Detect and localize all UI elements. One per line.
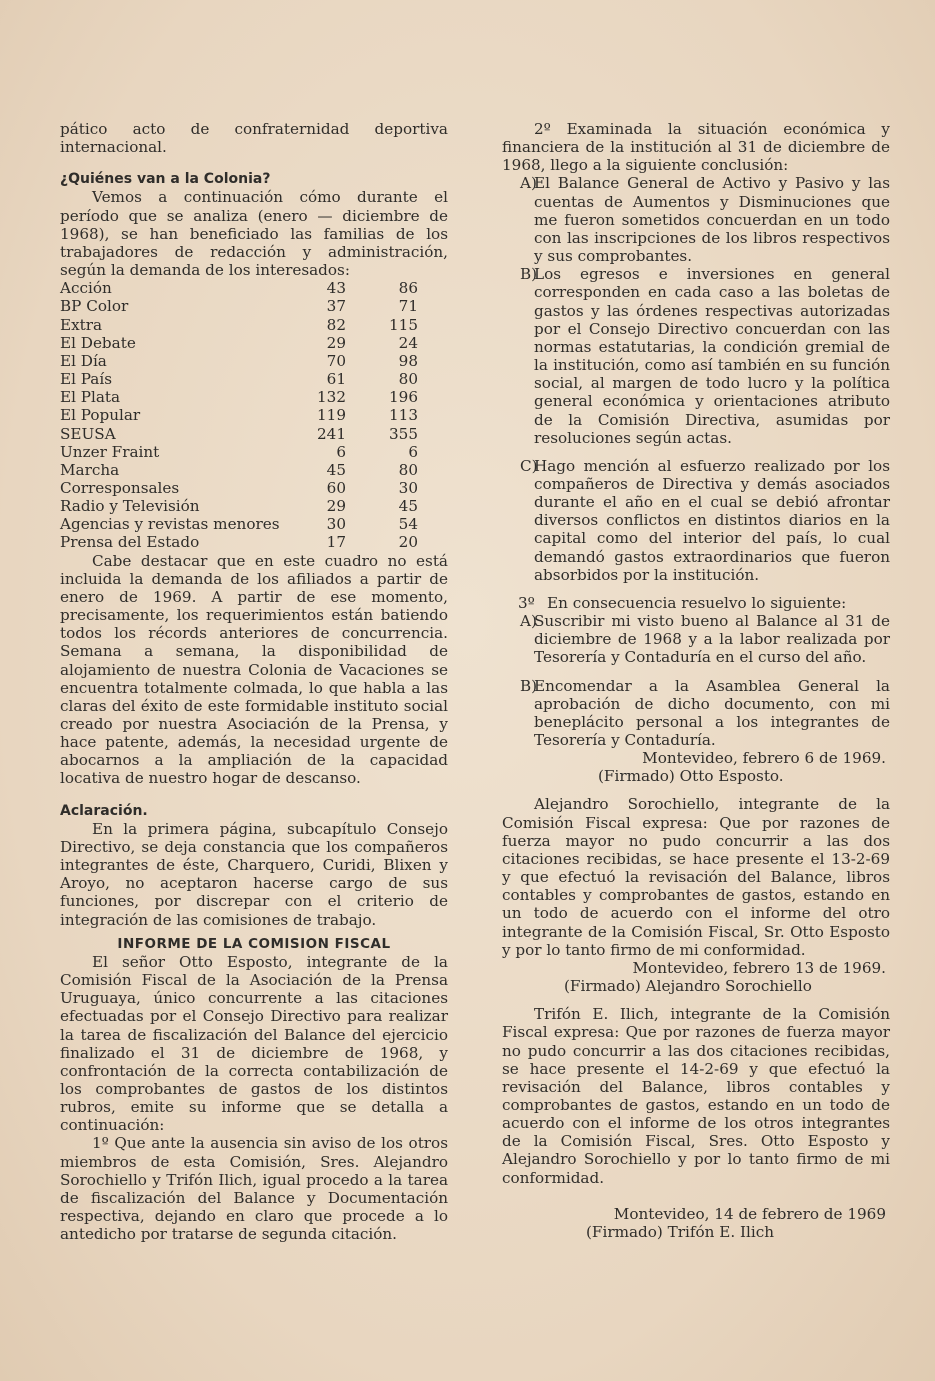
table-row [60,388,420,406]
spacer [502,447,890,457]
item-label: B) [520,676,538,695]
publication-name: SEUSA [60,424,116,443]
publication-name: BP Color [60,297,129,316]
publication-name: Extra [60,315,103,334]
value-col-2: 98 [398,351,418,370]
publication-name: Radio y Televisión [60,497,200,516]
item-3a [502,612,890,666]
demand-table [60,279,420,551]
value-col-1: 132 [317,388,346,407]
value-col-2: 71 [398,297,418,316]
item-text: El Balance General de Activo y Pasivo y las cuentas de Aumentos y Disminuciones que me fueron sometidos concuerdan en un todo con las inscripciones de los libros respectivos y sus comprobantes. [534,174,890,266]
publication-name: El País [60,370,113,389]
value-col-1: 45 [326,460,346,479]
table-row [60,370,420,388]
table-row [60,334,420,352]
publication-name: Unzer Fraint [60,442,160,461]
colonia-heading: ¿Quiénes van a la Colonia? [60,171,271,188]
intro-paragraph: pático acto de confraternidad deportiva internacional. [60,120,448,157]
signature-name: (Firmado) Otto Esposto. [598,767,784,786]
publication-name: El Día [60,351,107,370]
table-row [60,479,420,497]
table-row [60,461,420,479]
publication-name: El Plata [60,388,121,407]
informe-paragraph: El señor Otto Esposto, integrante de la Comisión Fiscal de la Asociación de la Prensa Uruguaya, único concurrente a las citaciones efectuadas por el Consejo Directivo para realizar la tarea de fiscalización del Balance del ejercicio finalizado el 31 de diciembre de 1968, y confrontación de la correcta contabilización de los comprobantes de gastos de los distintos rubros, emite su informe que se detalla a continuación: [60,952,448,1135]
spacer [502,995,890,1005]
colonia-paragraph: Vemos a continuación cómo durante el período que se analiza (enero — diciembre de 1968), se han beneficiado las familias de los trabajadores de redacción y administración, según la demanda de los interesados: [60,188,448,280]
value-col-1: 29 [326,333,346,352]
value-col-1: 37 [326,297,346,316]
tercero-line [502,594,890,612]
spacer [502,1187,890,1205]
right-column [502,120,890,1241]
spacer [502,584,890,594]
signature-date: Montevideo, febrero 13 de 1969. [632,958,886,977]
table-row [60,352,420,370]
spacer [502,667,890,677]
publication-name: Corresponsales [60,478,180,497]
informe-heading: INFORME DE LA COMISION FISCAL [117,935,391,952]
item-text: Encomendar a la Asamblea General la aprobación de dicho documento, con mi beneplácito personal a los integrantes de Tesorería y Contaduría. [534,676,890,749]
ilich-paragraph: Trifón E. Ilich, integrante de la Comisión Fiscal expresa: Que por razones de fuerza mayor no pudo concurrir a las dos citaciones recibidas, se hace presente el 14-2-69 y que efectuó la revisación del Balance, libros contables y comprobantes de gastos, estando en un todo de acuerdo con el informe de los otros integrantes de la Comisión Fiscal, Sres. Otto Esposto y Alejandro Sorochiello y por lo tanto firmo de mi conformidad. [502,1005,890,1187]
value-col-1: 241 [317,424,346,443]
value-col-1: 60 [326,478,346,497]
item-2b [502,265,890,447]
value-col-2: 20 [398,533,418,552]
item-label: 3º [518,593,535,612]
value-col-2: 30 [398,478,418,497]
table-row [60,533,420,551]
value-col-2: 80 [398,370,418,389]
cabe-paragraph: Cabe destacar que en este cuadro no está incluida la demanda de los afiliados a partir de enero de 1969. A partir de ese momento, precisamente, los requerimientos están batiendo todos los récords anteriores de concurrencia. Semana a semana, la disponibilidad de alojamiento de nuestra Colonia de Vacaciones se encuentra totalmente colmada, lo que habla a las claras del éxito de este formidable instituto social creado por nuestra Asociación de la Prensa, y hace patente, además, la necesidad urgente de abocarnos a la ampliación de la capacidad locativa de nuestro hogar de descanso. [60,551,448,788]
item-text: En consecuencia resuelvo lo siguiente: [547,593,847,612]
aclaracion-heading: Aclaración. [60,802,148,819]
value-col-1: 61 [326,370,346,389]
publication-name: El Debate [60,333,136,352]
value-col-2: 196 [389,388,418,407]
table-row [60,425,420,443]
primero-paragraph: 1º Que ante la ausencia sin aviso de los otros miembros de esta Comisión, Sres. Alejandro Sorochiello y Trifón Ilich, igual procedo a la tarea de fiscalización del Balance y Documentación respectiva, dejando en claro que procede a lo antedicho por tratarse de segunda citación. [60,1134,448,1244]
publication-name: Marcha [60,460,120,479]
sorochiello-paragraph: Alejandro Sorochiello, integrante de la Comisión Fiscal expresa: Que por razones de fuerza mayor no pudo concurrir a las dos citaciones recibidas, se hace presente el 13-2-69 y que efectuó la revisación del Balance, libros contables y comprobantes de gastos, estando en un todo de acuerdo con el informe del otro integrante de la Comisión Fiscal, Sr. Otto Esposto y por lo tanto firmo de mi conformidad. [502,795,890,959]
value-col-2: 54 [398,515,418,534]
value-col-2: 355 [389,424,418,443]
value-col-2: 115 [389,315,418,334]
signature-date: Montevideo, 14 de febrero de 1969 [613,1204,886,1223]
value-col-2: 6 [408,442,418,461]
item-label: B) [520,265,538,284]
table-row [60,515,420,533]
table-row [60,443,420,461]
signature-date: Montevideo, febrero 6 de 1969. [642,749,886,768]
item-text: Suscribir mi visto bueno al Balance al 31 de diciembre de 1968 y a la labor realizada por Tesorería y Contaduría en el curso del año. [534,612,890,667]
value-col-1: 29 [326,497,346,516]
table-row [60,406,420,424]
item-text: Los egresos e inversiones en general corresponden en cada caso a las boletas de gastos y las órdenes respectivas autorizadas por el Consejo Directivo concuerdan con las normas estatutarias, la condición gremial de la institución, como así también en su función social, al margen de todo lucro y la política general económica y orientaciones atributo de la Comisión Directiva, asumidas por resoluciones según actas. [534,265,890,447]
item-label: C) [520,456,538,475]
aclaracion-paragraph: En la primera página, subcapítulo Consejo Directivo, se deja constancia que los compañeros integrantes de éste, Charquero, Curidi, Blixen y Aroyo, no aceptaron hacerse cargo de sus funciones, por discrepar con el criterio de integración de las comisiones de trabajo. [60,819,448,929]
item-label: A) [520,612,537,631]
item-2a [502,174,890,265]
publication-name: Acción [60,279,112,298]
value-col-2: 24 [398,333,418,352]
item-label: A) [520,174,537,193]
left-column [60,120,448,1243]
item-text: Hago mención al esfuerzo realizado por los compañeros de Directiva y demás asociados durante el año en el cual se debió afrontar diversos conflictos en distintos diarios en la capital como del interior del país, lo cual demandó gastos extraordinarios que fueron absorbidos por la institución. [534,456,890,584]
value-col-1: 17 [326,533,346,552]
value-col-1: 70 [326,351,346,370]
value-col-2: 86 [398,279,418,298]
table-row [60,279,420,297]
value-col-2: 80 [398,460,418,479]
item-2c [502,457,890,584]
publication-name: Prensa del Estado [60,533,200,552]
signature-name: (Firmado) Alejandro Sorochiello [564,977,812,996]
table-row [60,497,420,515]
signature-name: (Firmado) Trifón E. Ilich [586,1222,775,1241]
publication-name: El Popular [60,406,141,425]
publication-name: Agencias y revistas menores [60,515,280,534]
value-col-1: 6 [336,442,346,461]
value-col-1: 43 [326,279,346,298]
value-col-1: 30 [326,515,346,534]
spacer [502,785,890,795]
value-col-1: 119 [317,406,346,425]
value-col-1: 82 [326,315,346,334]
table-row [60,316,420,334]
value-col-2: 45 [398,497,418,516]
item-3b [502,677,890,750]
table-row [60,297,420,315]
segundo-paragraph: 2º Examinada la situación económica y financiera de la institución al 31 de diciembre de 1968, llego a la siguiente conclusión: [502,120,890,175]
value-col-2: 113 [389,406,418,425]
